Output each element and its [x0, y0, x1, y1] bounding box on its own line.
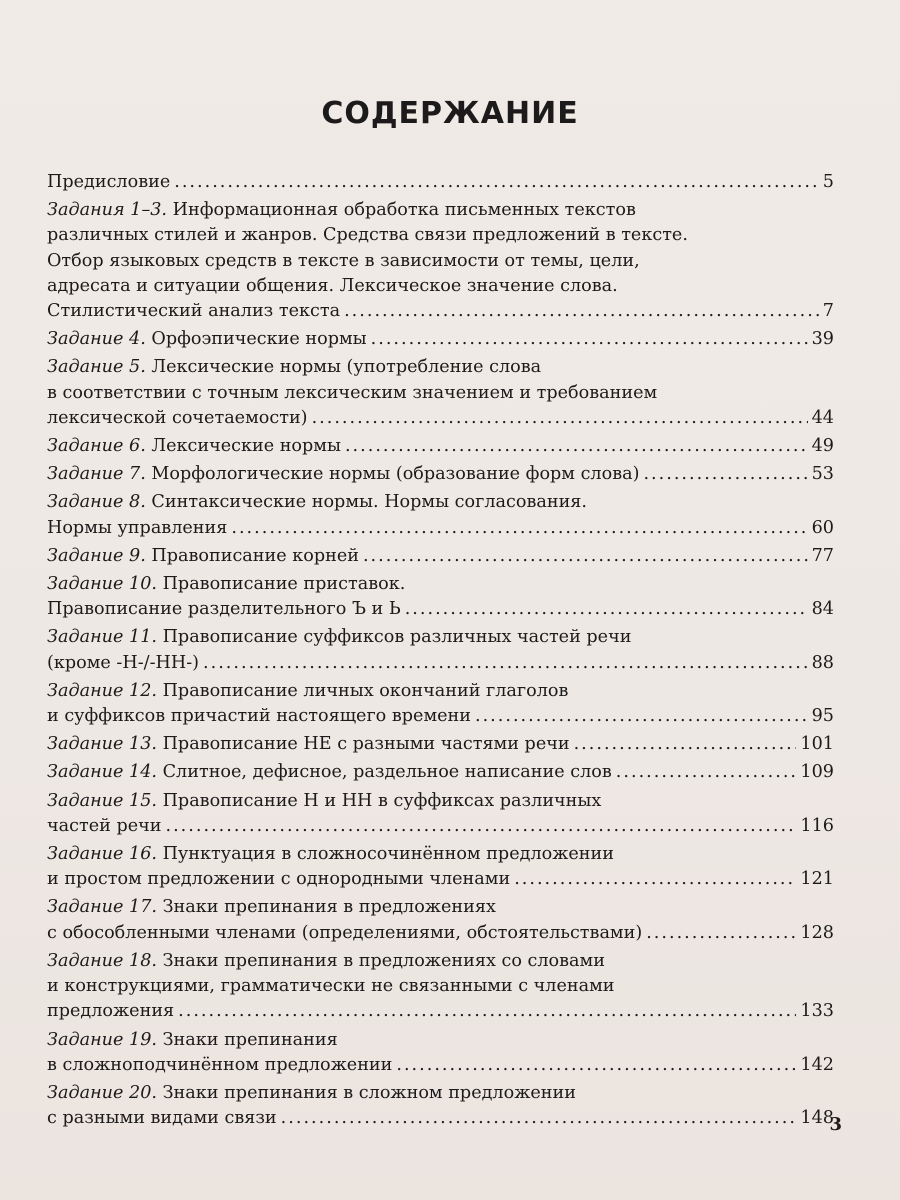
toc-entry-title: Правописание личных окончаний глаголов: [157, 680, 569, 701]
toc-entry-line: [47, 299, 834, 324]
toc-entry-title: Знаки препинания в предложениях со словами: [157, 950, 605, 971]
toc-entry-text: [47, 651, 199, 676]
toc-entry-text: [47, 544, 359, 569]
toc-task-label: Задание 6.: [47, 436, 146, 457]
toc-entry-title: Знаки препинания в сложном предложении: [157, 1082, 576, 1103]
toc-entry: [47, 895, 834, 945]
toc-entry-line: [47, 381, 834, 406]
toc-entry-line: [47, 974, 834, 999]
toc-page-number: 116: [800, 815, 834, 836]
toc-entry-title: Знаки препинания в предложениях: [157, 897, 496, 918]
toc-entry-title: Нормы управления: [47, 517, 228, 538]
toc-page-number: 95: [811, 706, 834, 727]
toc-entry-line: [47, 789, 834, 814]
toc-task-label: Задание 19.: [47, 1029, 157, 1050]
toc-task-label: Задание 16.: [47, 844, 157, 865]
toc-entry-text: [47, 327, 367, 352]
toc-entry-text: [47, 921, 642, 946]
toc-page-number: 7: [822, 301, 834, 322]
dot-leader: [203, 651, 808, 676]
toc-entry-line: [47, 490, 834, 515]
toc-entry-line: [47, 1053, 834, 1078]
toc-entry-title: Отбор языковых средств в тексте в зависимости от темы, цели,: [47, 250, 640, 271]
toc-task-label: Задание 15.: [47, 790, 157, 811]
toc-entry-title: частей речи: [47, 815, 162, 836]
toc-entry-title: Слитное, дефисное, раздельное написание слов: [157, 762, 612, 783]
toc-entry-line: [47, 198, 834, 223]
toc-entry-text: [47, 1053, 392, 1078]
toc-entry: [47, 760, 834, 785]
page-number: 3: [829, 1114, 842, 1135]
dot-leader: [574, 732, 797, 757]
toc-entry-text: [47, 434, 341, 459]
toc-entry-title: Правописание корней: [145, 545, 359, 566]
toc-entry-title: Пунктуация в сложносочинённом предложении: [157, 844, 614, 865]
toc-entry-line: [47, 1106, 834, 1131]
toc-entry-line: [47, 406, 834, 431]
toc-page-number: 101: [800, 734, 834, 755]
toc-task-label: Задание 7.: [47, 464, 146, 485]
toc-task-label: Задание 14.: [47, 762, 157, 783]
toc-entry-line: [47, 895, 834, 920]
toc-entry-line: [47, 1028, 834, 1053]
toc-entry-text: [47, 867, 510, 892]
toc-entry-title: лексической сочетаемости): [47, 407, 308, 428]
toc-entry-line: [47, 704, 834, 729]
toc-entry-title: в соответствии с точным лексическим значением и требованием: [47, 382, 658, 403]
toc-task-label: Задание 11.: [47, 627, 157, 648]
toc-entry-line: [47, 355, 834, 380]
toc-entry-text: [47, 732, 570, 757]
toc-page-number: 148: [800, 1108, 834, 1129]
toc-entry: [47, 355, 834, 431]
toc-entry-line: [47, 434, 834, 459]
toc-entry-line: [47, 921, 834, 946]
toc-entry: [47, 170, 834, 195]
dot-leader: [396, 1053, 796, 1078]
toc-entry: [47, 198, 834, 324]
page-title: СОДЕРЖАНИЕ: [321, 96, 579, 131]
toc-task-label: Задание 5.: [47, 357, 146, 378]
toc-task-label: Задание 8.: [47, 492, 146, 513]
toc-task-label: Задание 17.: [47, 897, 157, 918]
toc-page-number: 121: [800, 869, 834, 890]
dot-leader: [371, 327, 808, 352]
toc-entry-line: [47, 327, 834, 352]
toc-entry-title: Стилистический анализ текста: [47, 301, 341, 322]
toc-entry-line: [47, 544, 834, 569]
toc-entry-title: Правописание суффиксов различных частей речи: [157, 627, 632, 648]
dot-leader: [174, 170, 819, 195]
toc-entry-title: Правописание приставок.: [157, 574, 406, 595]
toc-entry-title: Синтаксические нормы. Нормы согласования.: [145, 492, 587, 513]
toc-entry: [47, 1028, 834, 1078]
toc-entry-line: [47, 249, 834, 274]
toc-entry-title: Знаки препинания: [157, 1029, 338, 1050]
toc-entry-line: [47, 572, 834, 597]
toc-entry-title: с разными видами связи: [47, 1108, 277, 1129]
toc-page-number: 44: [811, 407, 834, 428]
toc-entry: [47, 462, 834, 487]
toc-page-number: 88: [811, 652, 834, 673]
toc-entry-title: Морфологические нормы (образование форм слова): [145, 464, 640, 485]
toc-entry-text: [47, 406, 308, 431]
toc-entry-title: Правописание Н и НН в суффиксах различных: [157, 790, 602, 811]
toc-entry-line: [47, 867, 834, 892]
toc-entry-line: [47, 170, 834, 195]
toc-entry-title: Правописание НЕ с разными частями речи: [157, 734, 570, 755]
toc-task-label: Задание 13.: [47, 734, 157, 755]
toc-entry-text: [47, 760, 612, 785]
toc-entry-title: Правописание разделительного Ъ и Ь: [47, 599, 401, 620]
toc-page-number: 49: [811, 436, 834, 457]
toc-entry-text: [47, 462, 639, 487]
toc-entry-text: [47, 999, 174, 1024]
toc-page-number: 84: [811, 599, 834, 620]
toc-page-number: 142: [800, 1054, 834, 1075]
dot-leader: [616, 760, 797, 785]
toc-entry-title: (кроме -Н-/-НН-): [47, 652, 200, 673]
toc-entry-line: [47, 679, 834, 704]
toc-entry-text: [47, 1106, 277, 1131]
toc-entry-title: различных стилей и жанров. Средства связи предложений в тексте.: [47, 225, 688, 246]
toc-entry: [47, 679, 834, 729]
toc-page-number: 39: [811, 329, 834, 350]
toc-entry-line: [47, 760, 834, 785]
toc-entry: [47, 544, 834, 569]
toc-entry-text: [47, 299, 340, 324]
toc-task-label: Задание 4.: [47, 329, 146, 350]
toc-entry-title: с обособленными членами (определениями, обстоятельствами): [47, 922, 643, 943]
toc-entry: [47, 732, 834, 757]
toc-task-label: Задания 1–3.: [47, 200, 168, 221]
toc-entry-title: Предисловие: [47, 172, 171, 192]
toc-page-number: 133: [800, 1001, 834, 1022]
toc-entry-line: [47, 274, 834, 299]
dot-leader: [344, 299, 819, 324]
toc-entry-text: [47, 704, 471, 729]
toc-entry: [47, 625, 834, 675]
toc-entry: [47, 842, 834, 892]
toc-entry-text: [47, 597, 401, 622]
toc-entry-line: [47, 732, 834, 757]
toc-entry: [47, 1081, 834, 1131]
toc-entry-title: и суффиксов причастий настоящего времени: [47, 706, 471, 727]
toc-entry-line: [47, 814, 834, 839]
toc-entry: [47, 434, 834, 459]
dot-leader: [281, 1106, 797, 1131]
toc-entry-line: [47, 842, 834, 867]
toc-task-label: Задание 20.: [47, 1082, 157, 1103]
toc-entry-text: [47, 516, 227, 541]
toc-entry-text: [47, 814, 161, 839]
dot-leader: [405, 597, 808, 622]
dot-leader: [165, 814, 796, 839]
toc-entry-line: [47, 516, 834, 541]
toc-entry-title: и простом предложении с однородными членами: [47, 869, 511, 890]
toc-entry-line: [47, 462, 834, 487]
toc-task-label: Задание 18.: [47, 950, 157, 971]
toc-entry: [47, 789, 834, 839]
toc-entry-title: Орфоэпические нормы: [145, 329, 367, 350]
toc-entry-line: [47, 597, 834, 622]
toc-entry-title: в сложноподчинённом предложении: [47, 1054, 393, 1075]
toc-task-label: Задание 10.: [47, 574, 157, 595]
toc-page-number: 77: [811, 545, 834, 566]
dot-leader: [514, 867, 796, 892]
toc-entry-title: Лексические нормы: [145, 436, 341, 457]
dot-leader: [178, 999, 796, 1024]
toc-entry-title: предложения: [47, 1001, 175, 1022]
dot-leader: [643, 462, 807, 487]
toc-entry-line: [47, 625, 834, 650]
toc-page-number: 60: [811, 517, 834, 538]
toc-task-label: Задание 9.: [47, 545, 146, 566]
dot-leader: [475, 704, 808, 729]
toc-page-number: 109: [800, 762, 834, 783]
toc-entry-title: адресата и ситуации общения. Лексическое значение слова.: [47, 275, 618, 296]
dot-leader: [345, 434, 808, 459]
toc-page-number: 5: [822, 172, 834, 192]
dot-leader: [312, 406, 808, 431]
dot-leader: [231, 516, 807, 541]
toc-task-label: Задание 12.: [47, 680, 157, 701]
toc-entry-title: и конструкциями, грамматически не связанными с членами: [47, 976, 615, 997]
toc-page-number: 128: [800, 922, 834, 943]
toc-entry: [47, 327, 834, 352]
toc-entry-line: [47, 651, 834, 676]
toc-entry-line: [47, 223, 834, 248]
toc-entry-line: [47, 999, 834, 1024]
dot-leader: [363, 544, 808, 569]
toc-entry-title: Информационная обработка письменных текстов: [167, 200, 636, 221]
table-of-contents: [47, 170, 834, 1134]
toc-entry: [47, 490, 834, 540]
toc-entry-line: [47, 949, 834, 974]
toc-entry-text: [47, 170, 170, 195]
toc-page-number: 53: [811, 464, 834, 485]
dot-leader: [646, 921, 796, 946]
toc-entry-title: Лексические нормы (употребление слова: [145, 357, 542, 378]
toc-entry: [47, 572, 834, 622]
toc-entry-line: [47, 1081, 834, 1106]
toc-entry: [47, 949, 834, 1025]
